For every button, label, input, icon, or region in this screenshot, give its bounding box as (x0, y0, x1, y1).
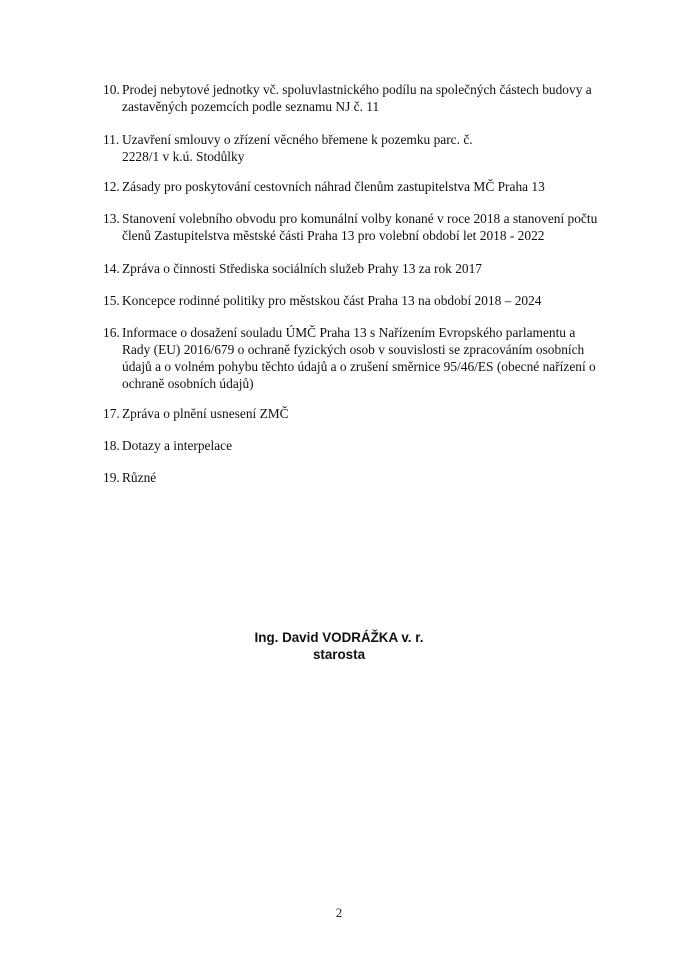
agenda-item-11 (103, 131, 603, 165)
agenda-item-number: 13. (103, 211, 120, 226)
agenda-item-number: 15. (103, 293, 120, 308)
agenda-item-14 (103, 260, 603, 277)
agenda-item-text: Prodej nebytové jednotky vč. spoluvlastnického podílu na společných částech budovy a zastavěných pozemcích podle seznamu NJ č. 11 (122, 82, 592, 114)
agenda-item-15 (103, 292, 603, 309)
agenda-item-17 (103, 405, 603, 422)
agenda-item-10 (103, 81, 603, 115)
agenda-item-text: Koncepce rodinné politiky pro městskou část Praha 13 na období 2018 – 2024 (122, 293, 542, 308)
agenda-item-16 (103, 324, 603, 392)
agenda-item-number: 12. (103, 179, 120, 194)
signature-name: Ing. David VODRÁŽKA v. r. (254, 630, 424, 645)
agenda-item-text: Zpráva o činnosti Střediska sociálních služeb Prahy 13 za rok 2017 (122, 261, 482, 276)
agenda-item-text: Informace o dosažení souladu ÚMČ Praha 13 s Nařízením Evropského parlamentu a Rady (EU) 2016/679 o ochraně fyzických osob v souvislosti se zpracováním osobních údajů a o volném pohybu těchto údajů a o zrušení směrnice 95/46/ES (obecné nařízení o ochraně osobních údajů) (122, 325, 596, 391)
agenda-item-number: 16. (103, 325, 120, 340)
signature-title: starosta (312, 647, 366, 662)
agenda-item-number: 19. (103, 470, 120, 485)
agenda-item-text: Uzavření smlouvy o zřízení věcného břemene k pozemku parc. č. 2228/1 v k.ú. Stodůlky (122, 132, 473, 164)
agenda-item-number: 18. (103, 438, 120, 453)
agenda-item-number: 11. (103, 132, 120, 147)
agenda-item-12 (103, 178, 603, 195)
agenda-item-19 (103, 469, 603, 486)
page-number: 2 (335, 905, 343, 920)
agenda-item-number: 14. (103, 261, 120, 276)
agenda-item-text: Stanovení volebního obvodu pro komunální volby konané v roce 2018 a stanovení počtu členů Zastupitelstva městské části Praha 13 pro volební období let 2018 - 2022 (122, 211, 598, 243)
agenda-item-number: 10. (103, 82, 120, 97)
agenda-item-text: Zásady pro poskytování cestovních náhrad členům zastupitelstva MČ Praha 13 (122, 179, 545, 194)
agenda-item-13 (103, 210, 603, 244)
agenda-item-text: Dotazy a interpelace (122, 438, 233, 453)
agenda-item-text: Zpráva o plnění usnesení ZMČ (122, 406, 289, 421)
agenda-item-number: 17. (103, 406, 120, 421)
agenda-item-18 (103, 437, 603, 454)
agenda-item-text: Různé (122, 470, 157, 485)
